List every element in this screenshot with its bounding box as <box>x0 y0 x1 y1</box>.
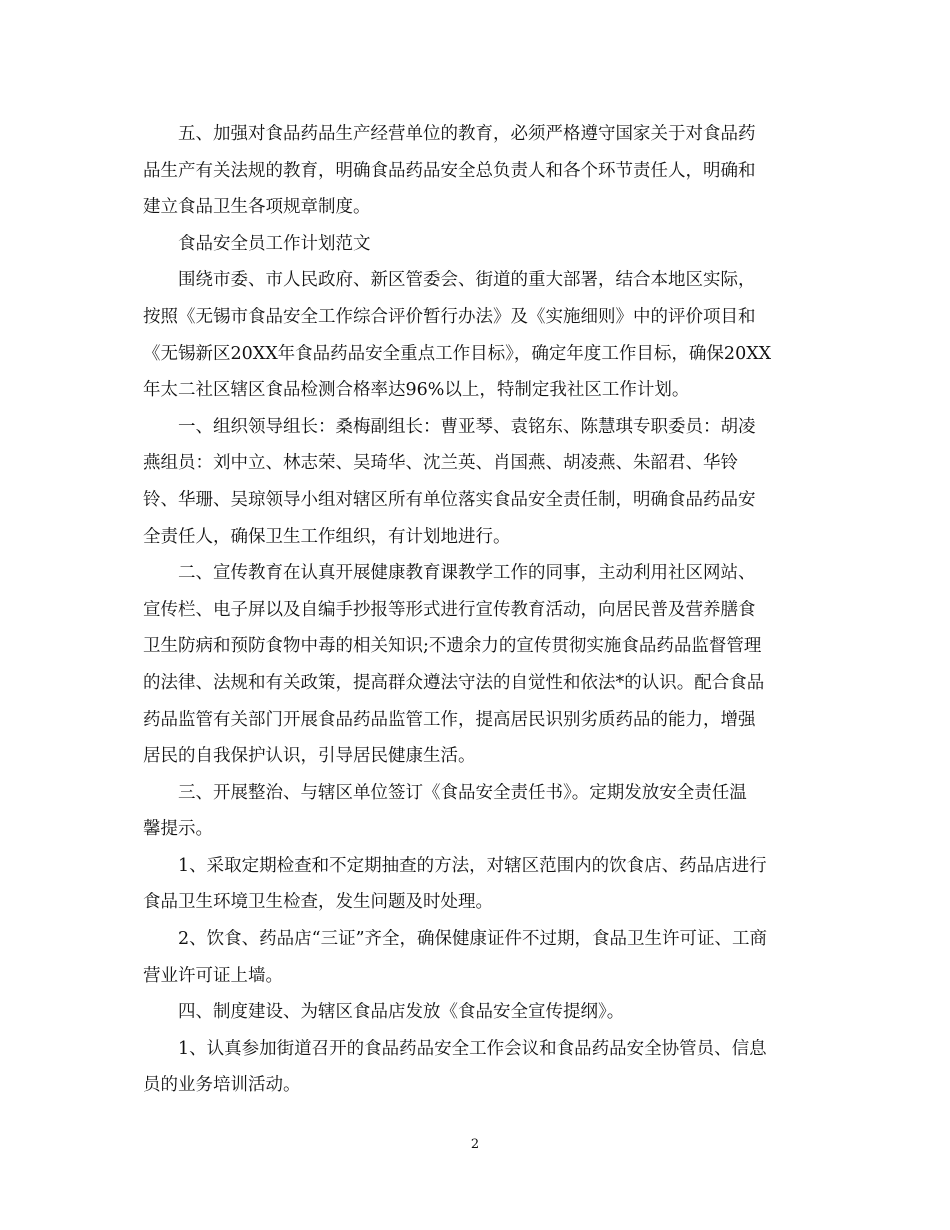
text-line: 五、加强对食品药品生产经营单位的教育，必须严格遵守国家关于对食品药 <box>178 124 756 144</box>
text-line: 居民的自我保护认识，引导居民健康生活。 <box>143 746 476 767</box>
text-line: 三、开展整治、与辖区单位签订《食品安全责任书》。定期发放安全责任温 <box>178 782 747 803</box>
text-line: 员的业务培训活动。 <box>143 1075 301 1096</box>
text-line: 卫生防病和预防食物中毒的相关知识;不遗余力的宣传贯彻实施食品药品监督管理 <box>143 636 762 657</box>
text-line: 燕组员：刘中立、林志荣、吴琦华、沈兰英、肖国燕、胡凌燕、朱韶君、华铃 <box>143 453 738 474</box>
text-line: 食品卫生环境卫生检查，发生问题及时处理。 <box>143 892 493 913</box>
text-line: 按照《无锡市食品安全工作综合评价暂行办法》及《实施细则》中的评价项目和 <box>143 306 756 327</box>
text-line: 铃、华珊、吴琼领导小组对辖区所有单位落实食品安全责任制，明确食品药品安 <box>143 489 756 510</box>
paragraph-section-four <box>143 994 803 1031</box>
text-line: 1、认真参加街道召开的食品药品安全工作会议和食品药品安全协管员、信息 <box>178 1038 767 1059</box>
paragraph-item-4-1 <box>143 1031 803 1104</box>
text-line: 全责任人，确保卫生工作组织，有计划地进行。 <box>143 526 511 547</box>
text-line: 品生产有关法规的教育，明确食品药品安全总负责人和各个环节责任人，明确和 <box>143 160 756 181</box>
text-line: 的法律、法规和有关政策，提高群众遵法守法的自觉性和依法*的认识。配合食品 <box>143 672 765 693</box>
text-line: 宣传栏、电子屏以及自编手抄报等形式进行宣传教育活动，向居民普及营养膳食 <box>143 599 756 620</box>
body-text <box>143 116 803 1104</box>
paragraph-section-five <box>143 116 803 226</box>
text-line: 二、宣传教育在认真开展健康教育课教学工作的同事，主动利用社区网站、 <box>178 563 756 584</box>
page-number: 2 <box>470 1137 480 1152</box>
paragraph-heading <box>143 226 803 263</box>
text-line: 建立食品卫生各项规章制度。 <box>143 197 371 218</box>
paragraph-item-3-2 <box>143 921 803 994</box>
text-line: 年太二社区辖区食品检测合格率达96%以上，特制定我社区工作计划。 <box>143 380 690 401</box>
text-line: 药品监管有关部门开展食品药品监管工作，提高居民识别劣质药品的能力，增强 <box>143 709 756 730</box>
text-line: 一、组织领导组长：桑梅副组长：曹亚琴、袁铭东、陈慧琪专职委员：胡凌 <box>178 416 756 437</box>
paragraph-intro <box>143 262 803 408</box>
text-line: 《无锡新区20XX年食品药品安全重点工作目标》，确定年度工作目标，确保20XX <box>143 343 772 364</box>
text-line: 营业许可证上墙。 <box>143 965 283 986</box>
text-line: 1、采取定期检查和不定期抽查的方法，对辖区范围内的饮食店、药品店进行 <box>178 855 767 876</box>
paragraph-item-3-1 <box>143 848 803 921</box>
paragraph-section-two <box>143 555 803 775</box>
paragraph-section-one <box>143 409 803 555</box>
text-line: 围绕市委、市人民政府、新区管委会、街道的重大部署，结合本地区实际， <box>178 270 756 291</box>
text-line: 馨提示。 <box>143 819 213 840</box>
text-line: 食品安全员工作计划范文 <box>178 233 371 254</box>
text-line: 四、制度建设、为辖区食品店发放《食品安全宣传提纲》。 <box>178 1002 625 1023</box>
text-line: 2、饮食、药品店“三证”齐全，确保健康证件不过期，食品卫生许可证、工商 <box>178 929 768 950</box>
paragraph-section-three <box>143 775 803 848</box>
